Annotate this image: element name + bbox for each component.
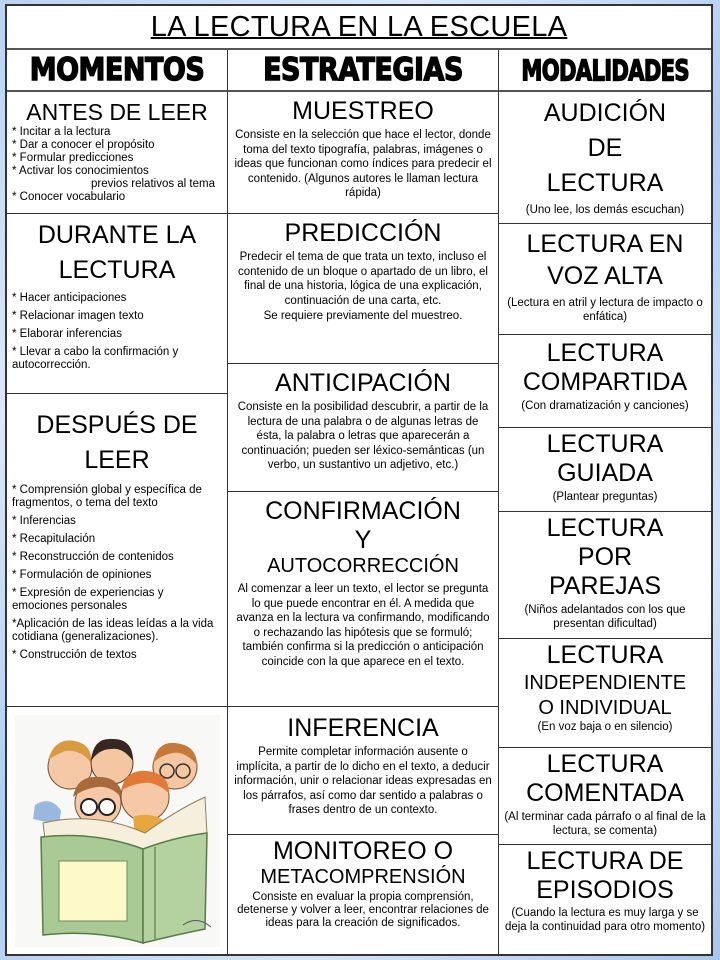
header-momentos: [7, 50, 228, 92]
estrategia-title: INFERENCIA: [287, 714, 439, 742]
modalidad-desc: (Lectura en atril y lectura de impacto o enfática): [507, 297, 703, 323]
modalidad-desc: (Al terminar cada párrafo o al final de la lectura, se comenta): [504, 811, 706, 837]
modalidad-independiente: [499, 639, 711, 748]
estrategia-title: METACOMPRENSIÓN: [260, 866, 466, 888]
momento-title: DESPUÉS DE: [36, 411, 198, 439]
estrategia-anticipacion: [228, 364, 499, 492]
modalidad-comentada: [499, 748, 711, 845]
list-item: * Dar a conocer el propósito: [12, 139, 155, 151]
estrategia-title: PREDICCIÓN: [284, 219, 442, 247]
list-item: * Recapitulación: [12, 533, 96, 545]
estrategia-desc: Permite completar información ausente o implícita, a partir de lo dicho en el texto, a deducir información, unir o relacionar ideas expresadas en los párrafos, así como dar sentido a palabras o frases dentro de un contexto.: [234, 746, 492, 816]
column-header-estrategias: ESTRATEGIAS: [263, 52, 463, 89]
modalidad-title: DE: [587, 134, 623, 162]
momento-antes: [7, 92, 228, 214]
estrategia-title: Y: [354, 526, 372, 554]
momento-durante: [7, 214, 228, 394]
illustration-cell: [7, 707, 228, 954]
modalidad-title: EPISODIOS: [536, 876, 674, 904]
modalidad-title: COMPARTIDA: [522, 368, 688, 396]
list-item: * Expresión de experiencias y emociones personales: [12, 587, 164, 612]
estrategia-inferencia: [228, 707, 499, 835]
modalidad-title: LECTURA: [546, 169, 664, 197]
modalidad-title: LECTURA: [546, 641, 664, 669]
list-item: * Elaborar inferencias: [12, 328, 122, 340]
list-item: * Llevar a cabo la confirmación y autocorrección.: [12, 346, 179, 371]
list-item: * Conocer vocabulario: [12, 191, 126, 203]
modalidad-title: INDEPENDIENTE: [523, 672, 687, 694]
modalidad-desc: (Cuando la lectura es muy larga y se deja la continuidad para otro momento): [504, 907, 706, 933]
modalidad-desc: (Niños adelantados con los que presentan dificultad): [524, 604, 686, 630]
list-item: * Reconstrucción de contenidos: [12, 551, 174, 563]
momento-title: DURANTE LA: [37, 221, 197, 249]
modalidad-title: PAREJAS: [548, 572, 662, 600]
estrategia-title: MONITOREO O: [272, 837, 454, 865]
modalidad-title: VOZ ALTA: [547, 262, 663, 290]
momento-title: ANTES DE LEER: [26, 99, 208, 125]
list-item: * Hacer anticipaciones: [12, 292, 127, 304]
modalidad-title: LECTURA: [546, 750, 664, 778]
children-reading-illustration: [15, 715, 220, 947]
modalidad-title: POR: [577, 543, 633, 571]
momento-despues: [7, 394, 228, 707]
estrategia-muestreo: [228, 92, 499, 214]
list-item: * Inferencias: [12, 515, 76, 527]
modalidad-episodios: [499, 845, 711, 954]
list-item: * Formular predicciones: [12, 152, 134, 164]
momento-list: [7, 292, 227, 372]
modalidad-title: LECTURA DE: [526, 847, 684, 875]
estrategia-desc: Consiste en la posibilidad descubrir, a partir de la lectura de una palabra o de algunas letras de ésta, la palabra o letras que aparecerán a continuación; pueden ser léxico-semánticas (un verbo, un sustantivo un adjetivo, etc.): [237, 401, 489, 471]
modalidad-title: LECTURA: [546, 430, 664, 458]
estrategia-desc: Predecir el tema de que trata un texto, incluso el contenido de un bloque o apartado de un libro, el final de una historia, lógica de una explicación, continuación de una carta, etc.: [237, 251, 488, 307]
estrategia-title: CONFIRMACIÓN: [265, 497, 461, 525]
modalidad-desc: (En voz baja o en silencio): [537, 721, 673, 733]
page-title: LA LECTURA EN LA ESCUELA: [150, 11, 568, 43]
modalidad-title: AUDICIÓN: [543, 99, 667, 127]
header-estrategias: [228, 50, 499, 92]
poster-table: [5, 4, 713, 956]
header-modalidades: [499, 50, 711, 92]
children-reading-book-icon: [15, 715, 220, 947]
estrategia-note: Se requiere previamente del muestreo.: [263, 310, 463, 322]
modalidad-voz-alta: [499, 224, 711, 335]
estrategia-title: MUESTREO: [292, 97, 434, 125]
modalidad-title: LECTURA EN: [526, 230, 684, 258]
modalidad-title: GUIADA: [557, 459, 653, 487]
modalidad-title: O INDIVIDUAL: [538, 697, 672, 719]
modalidad-parejas: [499, 512, 711, 639]
momento-title: LECTURA: [58, 256, 176, 284]
modalidad-guiada: [499, 428, 711, 512]
list-item: previos relativos al tema: [91, 178, 215, 190]
list-item: * Formulación de opiniones: [12, 569, 152, 581]
modalidad-desc: (Con dramatización y canciones): [521, 400, 689, 412]
column-header-modalidades: MODALIDADES: [521, 54, 689, 88]
momento-list: [7, 484, 227, 662]
estrategia-confirmacion: [228, 492, 499, 707]
modalidad-desc: (Plantear preguntas): [552, 491, 658, 503]
modalidad-title: COMENTADA: [526, 779, 684, 807]
title-cell: [7, 6, 711, 50]
estrategia-desc: Al comenzar a leer un texto, el lector se pregunta lo que puede encontrar en él. A medida que avanza en la lectura va confirmando, modificando o rechazando las hipótesis que se formuló; también confirma si la predicción o anticipación coincide con la que aparece en el texto.: [236, 583, 490, 668]
modalidad-title: LECTURA: [546, 514, 664, 542]
modalidad-audicion: [499, 92, 711, 224]
estrategia-title: ANTICIPACIÓN: [275, 369, 451, 397]
list-item: * Comprensión global y específica de fragmentos, o tema del texto: [12, 484, 202, 509]
estrategia-prediccion: [228, 214, 499, 364]
list-item: *Aplicación de las ideas leídas a la vida cotidiana (generalizaciones).: [12, 618, 214, 643]
list-item: * Construcción de textos: [12, 649, 137, 661]
column-header-momentos: MOMENTOS: [29, 52, 205, 89]
momento-title: LEER: [84, 446, 150, 474]
list-item: * Incitar a la lectura: [12, 126, 111, 138]
list-item: * Relacionar imagen texto: [12, 310, 144, 322]
momento-list: [7, 126, 227, 204]
estrategia-monitoreo: [228, 835, 499, 954]
modalidad-title: LECTURA: [546, 339, 664, 367]
modalidad-desc: (Uno lee, los demás escuchan): [525, 204, 685, 216]
estrategia-desc: Consiste en evaluar la propia comprensión, detenerse y volver a leer, encontrar relaciones de ideas para la creación de significados.: [237, 891, 489, 929]
modalidad-compartida: [499, 335, 711, 428]
estrategia-title: AUTOCORRECCIÓN: [267, 555, 459, 577]
estrategia-desc: Consiste en la selección que hace el lector, donde toma del texto tipografía, palabras, imágenes o ideas que funcionan como índices para predecir el contenido. (Algunos autores le llaman lectura rápida): [234, 129, 492, 199]
list-item: * Activar los conocimientos: [12, 165, 149, 177]
